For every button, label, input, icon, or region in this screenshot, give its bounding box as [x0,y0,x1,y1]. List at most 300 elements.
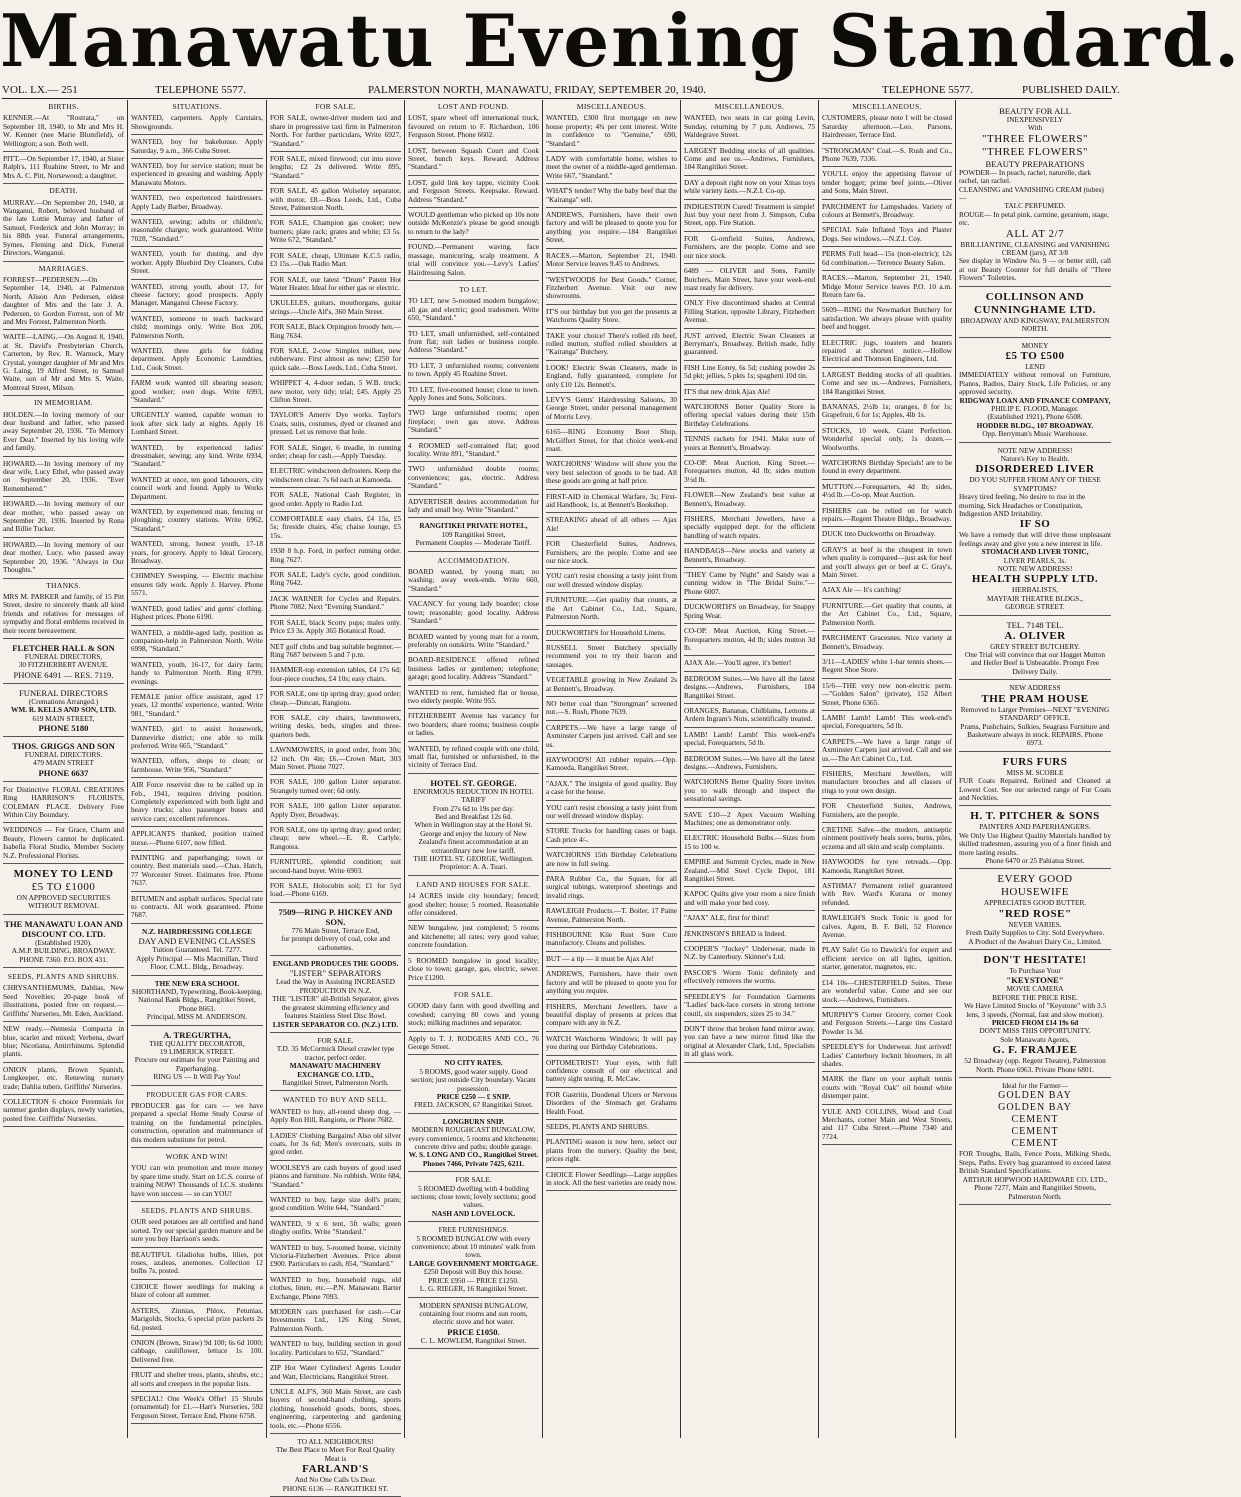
ad-line: HOUSEWIFE [1000,886,1070,899]
ad-line: "RED ROSE" [998,907,1072,920]
ad-line: MAYFAIR THEATRE BLDGS., [987,593,1083,603]
ad-line: LISTER SEPARATOR CO. (N.Z.) LTD. [272,1019,399,1029]
classified-ad: FARM work wanted till shearing season; good worker; own dogs. Write 6993, "Standard." [131,379,263,408]
classified-ad: LAWNMOWERS, in good order, from 30s; 12 inch. On 4in; £6.—Crown Mart, 303 Main Street. Phone 7027. [270,746,401,775]
classified-ad: BOARD-RESIDENCE offered refined business ladies or gentlemen; telephone; garage; good locality. Address "Standard." [408,656,539,685]
classified-ad: 5 ROOMED bungalow in good locality; close to town; garage, gas, electric, sewer. Price £1200. [408,957,539,986]
classified-ad: FURNITURE, splendid condition; suit second-hand buyer. Write 6903. [270,858,401,879]
ad-line: MISS M. SCOBLE [1006,767,1064,777]
ad-line: FLETCHER HALL & SON [12,642,115,653]
classified-ad: "THEY Came by Night" and Sandy was a cunning widow in "The Bridal Suite."—Phone 6007. [684,571,815,600]
classified-ad: NET golf clubs and bag suitable beginner.—Ring 7687 between 5 and 7 p.m. [270,643,401,664]
classified-ad: FOR SALE, Singer, 6 treadle, in running order; cheap for cash.—Apply Tuesday. [270,444,401,465]
classified-ad: IT'S that new drink Ajax Ale! [684,388,815,400]
ad-line: THOS. GRIGGS AND SON [12,740,115,751]
ridgway-money-ad [959,342,1111,443]
classified-ad: WANTED, good ladies' and gents' clothing. Highest prices. Phone 6190. [131,605,263,626]
notice: ONION plants, Brown Spanish, Longkeeper, etc. Renewing nursery trade; Dahlia tubers. Griffiths' Nurseries. [3,1066,124,1095]
classified-ad: FOR SALE, one tip spring dray; good order; cheap; new wheel.—E. R. Carlyle, Rangotea. [270,826,401,855]
mowlem-ad [408,1302,539,1350]
ad-line: NO CITY RATES. [444,1058,503,1068]
classified-ad: 4 ROOMED self-contained flat; good locality. Write 891, "Standard." [408,442,539,463]
classified-ad: ANDREWS, Furnishers, have their own factory and will be pleased to quote you for anything you require.—184 Rangitikei Street. [546,211,677,249]
ad-line: MOVIE CAMERA [1006,984,1064,994]
ad-line: 5 ROOMED dwelling with 4 building sections; close town; lovely sections; good values. [411,1183,536,1210]
classified-ad: PASCOE'S Worm Tonic definitely and effectively removes the worms. [684,969,815,990]
ad-line: HODDER BLDG., 107 BROADWAY. [976,420,1094,430]
ad-line: Permanent Couples — Moderate Tariff. [415,538,532,548]
miscellaneous-list [546,114,677,1191]
classified-ad: TWO unfurnished double rooms; conveniences; gas, electric. Address "Standard." [408,465,539,494]
notice: KENNER.—At "Rostrata," on September 18, 1940, to Mr and Mrs H. W. Kenner (nee Marie Blumfield), of Wellington; a son. Both well. [3,114,124,152]
pitcher-ad [959,810,1111,869]
classified-ad: FOR SALE, National Cash Register, in good order. Apply to Radio Ltd. [270,491,401,512]
classified-ad: ONLY Five discontinued shades at Central Filling Station, opposite Library, Fitzherbert Avenue. [684,299,815,328]
notice: MRS M. PARKER and family, of 15 Pitt Street, desire to sincerely thank all kind friends and relatives for messages of sympathy and floral emblems received in their recent bereavement. [3,593,124,639]
ad-line: A Product of the Awahuri Dairy Co., Limited. [968,936,1102,946]
ad-line: (Cremations Arranged.) [28,696,99,706]
ad-line: HEALTH SUPPLY LTD. [971,573,1099,586]
ad-line: C. L. MOWLEM, Rangitikei Street. [420,1335,527,1345]
ad-line: A.M.P. BUILDING, BROADWAY. [11,946,116,956]
ad-line: The Best Place to Meet For Real Quality Meat is [276,1445,395,1463]
ad-line: DISORDERED LIVER [975,463,1095,476]
volume-number: VOL. LX.— 251 [2,84,78,96]
classified-ad: RAWLEIGH Products.—T. Boiler, 17 Paine Avenue, Palmerston North. [546,907,677,928]
classified-ad: "STRONGMAN" Coal.—S. Rush and Co., Phone 7639, 7336. [822,147,952,168]
classified-ad: LOST, between Squash Court and Cook Street, bunch keys. Reward. Address "Standard." [408,147,539,176]
classified-ad: OUR seed potatoes are all certified and hand sorted. Try our special garden manure and be sure you buy Harrison's seeds. [131,1218,263,1247]
seeds-heading: SEEDS, PLANTS AND SHRUBS. [7,973,120,982]
classified-ad: 1938 8 h.p. Ford, in perfect running order. Ring 7627. [270,547,401,568]
classified-ad: LOST, gold link key tappe, vicinity Cook and Ferguson Streets. Keepsake. Reward. Address "Standard." [408,179,539,208]
ad-line: YOU can win promotion and more money by spare time study. Start on I.C.S. course of training NOW! Thousands of I.C.S. students have won success — so can YOU! [131,1163,263,1198]
classified-ad: ELECTRIC jugs, toasters and heaters repaired at shortest notice.—Hollow Electrical and Thomson Engineers, Ltd. [822,339,952,368]
land-houses-heading: LAND AND HOUSES FOR SALE. [416,880,531,889]
ad-line: RIDGWAY LOAN AND FINANCE COMPANY, [959,395,1111,405]
classified-ad: BEAUTIFUL Gladiolus bulbs, lilies, pot roses, azaleas, anemones. Collection 12 bulbs 7s, posted. [131,1251,263,1280]
wanted-buy-sell-heading: WANTED TO BUY AND SELL. [282,1096,389,1105]
ad-line: When in Wellington stay at the Hotel St. George and enjoy the luxury of New Zealand's finest accommodation at an extraordinary new low tariff. [414,820,533,855]
ad-line: FUNERAL DIRECTORS. [24,749,103,759]
classified-ad: WATCHORNS Better Quality Store is offering special values during their 15th Birthday Celebrations. [684,403,815,432]
classified-ad: STOCKS, 10 week. Giant Perfection. Wonderful special only, 1s dozen.—Woolworths. [822,427,952,456]
ad-line: FUNERAL DIRECTORS [18,687,109,698]
ad-line: ENORMOUS REDUCTION IN HOTEL TARIFF [413,786,534,805]
classified-ad: EMPIRE and Summit Cycles, made in New Zealand.—Mid Steel Cycle Depot, 181 Rangitikei Street. [684,858,815,887]
column-3 [270,102,401,1493]
classified-ad: MURPHY'S Corner Grocery, corner Cook and Ferguson Streets.—Large tins Custard Powder 1s 3d. [822,1011,952,1040]
classified-ad: FIRST-AID in Chemical Warfare, 3s; First-aid Handbook, 1s, at Bennett's Bookshop. [546,493,677,514]
ad-line: FUNERAL DIRECTORS, [24,651,103,661]
notice: PAINTING and paperhanging; town or country. Best materials used.—Chas. Hatch, 77 Worcester Street. Estimates free. Phone 7637. [131,854,263,892]
classified-ad: FOR G-ornfield Suites, Andrews, Furnishers, are the people. Come and see our nice stock. [684,235,815,264]
classified-ad: WATCHORNS Birthday Specials! are to be found in every department. [822,459,952,480]
ad-line: LEND [1025,361,1045,371]
classified-ad: WANTED to buy, large size doll's pram; good condition. Write 644, "Standard." [270,1196,401,1217]
classified-ad: WANTED, three girls for folding department. Apply Economic Laundries, Ltd., Cook Street. [131,347,263,376]
classified-ad: WANTED, 9 x 6 tent, 5ft walls; green dinghy outfits. Write "Standard." [270,1220,401,1241]
ad-line: GOLDEN BAY [998,1090,1072,1102]
classified-ad: FOR SALE, Black Orpington broody hen.—Ring 7634. [270,323,401,344]
death-heading: DEATH. [49,186,78,196]
column-7 [822,102,952,1438]
classified-ad: "AJAX." The insignia of good quality. Buy a case for the house. [546,780,677,801]
no-city-rates-ad [408,1059,539,1113]
classified-ad: TWO large unfurnished rooms; open fireplace; own gas stove. Address "Standard." [408,409,539,438]
classified-ad: INDIGESTION Cured! Treatment is simple! Just buy your next from J. Simpson, Cuba Street, opp. Fire Station. [684,203,815,232]
classified-ad: DUCK into Duckworths on Broadway. [822,530,952,542]
ad-line: BEFORE THE PRICE RISE. [992,992,1078,1002]
classified-ad: ASTHMA? Permanent relief guaranteed with Rev. Ward's Kurana or money refunded. [822,882,952,911]
classified-ad: OPTOMETRIST! Your eyes, with full confidence consult of our electrical and battery sight testing. R. McCaw. [546,1059,677,1088]
classified-ad: BOARD wanted by young man for a room, preferably on outskirts. Write "Standard." [408,633,539,654]
ad-line: COLLINSON AND [985,290,1085,303]
classified-ad: FOR SALE, 100 gallon Lister separator. Strangely turned over; 6d only. [270,778,401,799]
classified-ad: YOU'LL enjoy the appetising flavour of tender hogget; prime beef joints.—Oliver and Sons, Main Street. [822,170,952,199]
classified-ad: WANTED, girl to assist housework, Dannevirke district; one able to milk preferred. Write 665, "Standard." [131,725,263,754]
classified-ad: YOU can't resist choosing a tasty joint from our well dressed window display. [546,572,677,593]
classified-ad: SPECIAL! One Week's Offer! 15 Shrubs (ornamental) for £1.—Hart's Nurseries, 592 Ferguson Street, Terrace End, Phone 6758. [131,1395,263,1424]
classified-ad: BANANAS, 2½lb 1s; oranges, 8 for 1s; Grapefruit, 6 for 1s; Apples, 4lb 1s. [822,403,952,424]
ad-line: GOLDEN BAY [998,1102,1072,1114]
ad-line: ARTHUR HOPWOOD HARDWARE CO. LTD., Phone 7277, Main and Rangitikei Streets, Palmerston North. [962,1174,1108,1201]
ad-line: ON APPROVED SECURITIES WITHOUT REMOVAL [16,893,111,911]
classified-ad: RACES.—Marton, September 21, 1940. Motor Service leaves 9.45 to Andrews. [546,252,677,273]
ad-line: HOTEL ST. GEORGE. [430,777,517,788]
classified-ad: ELECTRIC Household Bulbs.—Sizes from 15 to 100 w. [684,834,815,855]
classified-ad: ADVERTISER desires accommodation for lady and small boy. Write "Standard." [408,498,539,519]
classified-ad: BOARD wanted, by young man; no washing; away week-ends. Write 660, "Standard." [408,568,539,597]
for-sale-heading: FOR SALE. [315,102,356,111]
ad-line: PRICE £950 — PRICE £1250. [428,1275,519,1285]
rangitikei-hotel-ad [408,522,539,551]
ad-line: DO YOU SUFFER FROM ANY OF THESE SYMPTOMS? [969,475,1101,493]
classified-ad: ELECTRIC windscreen defrosters. Keep the windscreen clear. 7s 6d each at Kamoeda. [270,467,401,488]
ad-line: NASH AND LOVELOCK. [431,1208,516,1218]
ad-line: APPRECIATES GOOD BUTTER. [983,898,1087,908]
ad-line: LIVER PEARLS, 3s. [1003,555,1067,565]
classified-ad: FOR SALE, city chairs, lawnmowers, writing desks, beds, singles and three-quarters beds. [270,714,401,743]
ad-line: £5 TO £1000 [31,881,96,894]
classified-ad: FISHERS, Merchant Jewellers, have a beautiful display of presents at prices that compare with any in N.Z. [546,1003,677,1032]
classified-ad: ONION (Brown, Straw) 9d 100; 6s 6d 1000; cabbage, cauliflower, lettuce 1s 100. Delivered free. [131,1339,263,1368]
column-rule [955,100,956,1438]
memoriam-heading: IN MEMORIAM. [34,398,93,408]
classified-ad: WANTED to rent, furnished flat or house, two elderly people. Write 955. [408,689,539,710]
classified-ad: 6489 — OLIVER and Sons, Family Butchers, Main Street, have your week-end roast ready for delivery. [684,267,815,296]
classified-ad: WATCHORNS 15th Birthday Celebrations are now in full swing. [546,851,677,872]
classified-ad: HAYWOODS for tyre retreads.—Opp. Kamoeda, Rangitikei Street. [822,858,952,879]
red-rose-butter-ad [959,873,1111,950]
ad-line: THE NEW ERA SCHOOL [154,978,240,988]
classified-ad: ORANGES, Bananas, Chilblains, Lemons at Ardern Ingram's Nuts, scientifically treated. [684,707,815,728]
classified-ad: WHIPPET 4, 4-door sedan, 5 W.B. truck; new motor, very tidy; trial; £45. Apply 25 Clifton Street. [270,379,401,408]
producer-gas-ad [131,1091,263,1148]
classified-ad: WANTED, youth for dusting, and dye worker. Apply Bluebird Dry Cleaners, Cuba Street. [131,250,263,279]
health-supply-ad [959,447,1111,616]
classified-ad: FOR SALE, 45 gallon Wolseley separator, with motor, £8.—Boss Leeds, Ltd., Cuba Street, Palmerston North. [270,187,401,216]
ad-line: FOR SALE. [317,1035,354,1045]
classified-ad: HAYWOOD'S! All rubber repairs.—Opp. Kamoeda, Rangitikei Street. [546,756,677,777]
ad-line: HERBALISTS, [1011,585,1058,595]
column-8 [959,102,1111,1438]
classified-ad: PLAY Safe! Go to Dawick's for expert and efficient service on all lights, ignition, starter, generator, magnetos, etc. [822,946,952,975]
classified-ad: FOR SALE, our latest "Drum" Patent Hot Water Heater. Ideal for either gas or electric. [270,276,401,297]
classified-ad: WANTED to buy, 5-roomed house, vicinity Victoria-Fitzherbert Avenues. Price about £900. Particulars to cash, 854, "Standard." [270,1244,401,1273]
classified-ad: UNCLE ALF'S, 360 Main Street, are cash buyers of second-hand clothing, sports clothing, household goods, boots, shoes, engineering, carpentering and gardening tools, etc.—Phone 6556. [270,1388,401,1434]
ad-line: FOR Troughs, Bails, Fence Posts, Milking Sheds, Steps, Paths. Every bag guaranteed to exceed latest British Standard Specifications. [959,1149,1111,1176]
ad-line: THE "LISTER" all-British Separator, gives the greatest skimming efficiency and features Stainless Steel Disc Bowl. [272,994,399,1021]
ad-line: "THREE FLOWERS" [981,132,1088,145]
classified-ad: LOOK! Electric Swan Cleaners, made in England, fully guaranteed, complete for only £10 12s. Bennett's. [546,364,677,393]
ad-line: PRICE £1050. [447,1326,500,1337]
classified-ad: BUT — a tip — it must be Ajax Ale! [546,955,677,967]
classified-ad: 6165—RING Economy Boot Shop, McGiffert Street, for that choice week-end roast. [546,428,677,457]
classified-ad: "WESTWOODS for Best Goods." Corner, Fitzherbert Avenue. Visit our new showrooms. [546,276,677,305]
classified-ad: WANTED, sewing; adults or children's; reasonable charges; work guaranteed. Write 7028, "Standard." [131,218,263,247]
ad-line: MODERN ROUGHCAST BUNGALOW, every convenience, 5 rooms and kitchenette; concrete drive and paths; double garage. [408,1125,539,1151]
classified-ad: FEMALE junior office assistant, aged 17 years, 12 months' experience, wanted. Write 981, "Standard." [131,693,263,722]
loan-company-ad [3,919,124,968]
ad-line: NEVER VARIES. [1008,919,1062,929]
ad-line: From 27s 6d to 19s per day. [432,803,515,813]
ad-line: "KEYSTONE" [1006,975,1064,986]
ad-line: TEL. 7148 TEL. [1006,619,1064,630]
ad-line: BEAUTY FOR ALL [999,106,1071,116]
miscellaneous-heading: MISCELLANEOUS. [852,102,922,111]
pram-house-ad [959,684,1111,751]
ad-line: Lead the Way in Assisting INCREASED PRODUCTION IN N.Z. [275,977,396,995]
classified-ad: LAMB! Lamb! Lamb! This week-end's special, Forequarters, 5d lb. [684,731,815,752]
nash-lovelock-ad [408,1176,539,1222]
classified-ad: "AJAX" ALE, first for thirst! [684,914,815,926]
classified-ad: YULE AND COLLINS, Wood and Coal Merchants, corner Main and West Streets, and 117 Cuba Street.—Phone 7340 and 7724. [822,1108,952,1146]
ad-line: THE HOTEL ST. GEORGE, Wellington. [413,854,534,864]
ad-line: FUR Coats Repaired, Relined and Cleaned at Lowest Cost. See our selected range of Fur Coats and Neckties. [959,776,1111,802]
classified-ad: FOR SALE, cheap, Ultimate K.C.5 radio, £3 15s.—Oak Radio Mart. [270,252,401,273]
keystone-camera-ad [959,954,1111,1078]
hickey-coal-ad [270,907,401,956]
classified-ad: PARCHMENT Gracesnes. Nice variety at Bennett's, Broadway. [822,634,952,655]
classified-ad: PERMS Full head—15s (non-electric); 12s 6d combination.—Terrence Beauty Salon. [822,250,952,271]
ad-line: CEMENT [1011,1114,1059,1126]
ad-line: "THREE FLOWERS" [981,145,1088,158]
accommodation-heading: ACCOMMODATION. [437,556,510,565]
to-let-heading: TO LET. [459,285,488,294]
ad-line: DAY AND EVENING CLASSES [138,936,256,947]
classified-ad: LAMB! Lamb! Lamb! This week-end's special, Forequarters, 5d lb. [822,714,952,735]
classified-ad: DAY a deposit right now on your Xmas toys while variety lasts.—N.Z.I. Co-op. [684,179,815,200]
classified-ad: AJAX Ale — It's catching! [822,586,952,598]
ad-line: DON'T HESITATE! [983,954,1087,966]
classified-ad: £14 10s—CHESTERFIELD Suites. These are wonderful value. Come and see our stock.—Andrews, Furnishers. [822,979,952,1008]
classified-ad: 15/6—THE very new non-electric perm.—"Golden Salon" (private), 152 Albert Street, Phone 6365. [822,682,952,711]
classified-ad: FISHBOURNE Kile Rust Sure Cure manufactory. Cleans and polishes. [546,931,677,952]
classified-ad: PLANTING season is now here, select our plants from the nursery. Quality the best, prices right. [546,1138,677,1167]
classified-ad: TENNIS rackets for 1941. Make sure of yours at Bennett's, Broadway. [684,435,815,456]
classified-ad: FRUIT and shelter trees, plants, shrubs, etc.; all sorts and creepers in the popular lists. [131,1371,263,1392]
ad-line: We Only Use Highest Quality Materials handled by skilled tradesmen, assuring you of a finer finish and more lasting results. [959,830,1111,857]
classified-ad: NO better coal than "Strongman" screened nut.—S. Rush, Phone 7639. [546,700,677,721]
classified-ad: WATCHORNS Better Quality Store invites you to walk through and inspect the sensational savings. [684,778,815,807]
ad-line: THE MANAWATU LOAN AND DISCOUNT CO. LTD. [4,918,123,939]
masthead-title: Manawatu Evening Standard. [0,0,1241,83]
ad-line: Procure our estimate for your Painting and Paperhanging. [134,1055,260,1073]
ad-line: A. OLIVER [1004,629,1066,642]
ad-line: LARGE GOVERNMENT MORTGAGE. [408,1258,539,1268]
column-rule [818,100,819,1438]
classified-ad: STREAKING ahead of all others — Ajax Ale! [546,516,677,537]
notice: Apply to T. J. RODGERS AND CO., 76 George Street. [408,1035,539,1056]
column-1 [3,102,124,1438]
column-4 [408,102,539,1438]
classified-ad: 5609—RING the Newmarket Butchery for satisfaction. We always please with quality beef and hogget. [822,306,952,335]
ad-line: BEAUTY PREPARATIONS [985,158,1085,169]
ad-line: EVERY GOOD [997,873,1073,886]
ad-line: 19 LIMERICK STREET. [159,1046,235,1056]
classified-ad: WANTED, boy for bakehouse. Apply Saturday, 9 a.m., 366 Cuba Street. [131,138,263,159]
ad-line: See display in Window No. 9 — or better still, call at our Beauty Counter for full details of "Three Flowers" Toiletries. [959,256,1111,283]
ad-line: Apply Principal — Mis Macmillan, Third Floor, C.M.L. Bldg., Broadway. [136,953,258,972]
classified-ad: FOR Chesterfield Suites, Andrews, Furnishers, are the people. Come and see our nice stock. [546,540,677,569]
ad-line: 5 ROOMS, good water supply. Good section; just outside City boundary. Vacant possession. [411,1066,536,1093]
classified-ad: FISHERS, Merchant Jewellers, will manufacture brooches and all classes of rings to your own design. [822,770,952,799]
ad-line: H. T. PITCHER & SONS [970,810,1100,823]
classified-ad: CRETINE Salve—the modern, antiseptic ointment positively heals sores, burns, piles, eczema and all skin and scalp complaints. [822,826,952,855]
column-rule [542,100,543,1438]
thanks-heading: THANKS. [46,580,81,590]
classified-ad: WANTED, someone to teach backward child; mornings only. Write Box 206, Palmerston North. [131,315,263,344]
ad-line: FREE FURNISHINGS. [438,1225,509,1235]
ad-line: N.Z. HAIRDRESSING COLLEGE [142,926,252,936]
wanted-list [270,1108,401,1434]
ad-line: FURS FURS [1002,755,1068,768]
ad-line: One Trial will convince that our Hogget Mutton and Heifer Beef is Unbeatable. Prompt Free Delivery Daily. [964,650,1106,676]
ad-line: INEXPENSIVELY [1006,115,1064,124]
classified-ad: WANTED, two experienced hairdressers. Apply Lady Barber, Broadway. [131,194,263,215]
notice: HOLDEN.—In loving memory of our dear husband and father, who passed away September 20, 1936. "To Memory Ever Dear." Inserted by his loving wife and family. [3,411,124,457]
classified-ad: CO-OP. Meat Auction, King Street.—Forequarters mutton, 4d lb; sides mutton 3½d lb. [684,459,815,488]
ad-line: NOTE NEW ADDRESS! [997,564,1073,574]
classified-ad: TO LET, small unfurnished, self-contained front flat; suit ladies or business couple. Address "Standard." [408,330,539,359]
classified-ad: SPECIAL Sale Inflated Toys and Plaster Dogs. See windows.—N.Z.I. Coy. [822,226,952,247]
lost-found-heading: LOST AND FOUND. [437,102,510,111]
ad-line: MODERN SPANISH BUNGALOW, containing four rooms and sun room, electric stove and hot water. [419,1300,528,1327]
ad-line: 479 MAIN STREET [33,758,94,768]
classified-ad: LADIES' Clothing Bargains! Also old silver coats, for 3s 6d; Men's overcoats, suits in good order. [270,1132,401,1161]
column-rule [127,100,128,1438]
column-5 [546,102,677,1438]
column-6 [684,102,815,1438]
classified-ad: LOST, spare wheel off international truck, favoured on return to F. Richardson, 106 Ferguson Street. Phone 6602. [408,114,539,143]
classified-ad: CHIMNEY Sweeping. — Electric machine ensures tidy work. Apply J. Harvey. Phone 5571. [131,572,263,601]
farlands-ad [270,1438,401,1497]
notice: COLLECTION 6 choice Perennials for summer garden displays, newly varieties, posted free. Griffiths' Nurseries. [3,1098,124,1127]
ad-line: 52 Broadway (opp. Regent Theatre), Palmerston North. Phone 6963. Private Phone 6801. [964,1056,1106,1074]
classified-ad: LARGEST Bedding stocks of all qualities. Come and see us.—Andrews, Furnishers, 184 Rangitikei Street. [684,147,815,176]
ad-line: IMMEDIATELY without removal on Furniture, Pianos, Radios, Dairy Stock, Life Policies, or any approved security. [959,370,1111,397]
ad-line: GEORGE STREET. [1005,602,1065,612]
kells-ad [3,688,124,737]
classified-ad: FURNITURE.—Get quality that counts, at the Art Cabinet Co., Ltd., Square, Palmerston North. [822,602,952,631]
miscellaneous-list [822,114,952,1145]
ad-line: £250 Deposit will Buy this house. [423,1267,524,1277]
money-ad [3,868,124,915]
classified-ad: WANTED to buy, all-round sheep dog. —Apply Ron Hill, Rangiotu, or Phone 7682. [270,1108,401,1129]
ad-line: NEW ADDRESS [1009,683,1061,693]
ad-line: CLEANSING and VANISHING CREAM (tubes)— [959,184,1104,203]
classified-ad: FOR SALE, Holocubin soil; £1 for 5yd load.—Phone 6169. [270,882,401,903]
ad-line: CEMENT [1011,1138,1059,1150]
notice: HOWARD.—In loving memory of our dear mother, who passed away on September 20, 1936. Inserted by Rona and Billie Tucker. [3,500,124,538]
classified-ad: MODERN cars purchased for cash.—Car Investments Ltd., 126 King Street, Palmerston North. [270,1308,401,1337]
column-rule [404,100,405,1438]
telephone-left: TELEPHONE 5577. [155,84,247,96]
for-sale-heading: FOR SALE. [453,990,494,999]
ad-line: THE PRAM HOUSE [981,692,1089,705]
classified-ad: YOU can't resist choosing a tasty joint from our well dressed window display. [546,804,677,825]
ad-line: (Established 1921), Phone 6508. [987,412,1083,422]
ad-line: PHONE 6637 [38,767,89,778]
classified-ad: WANTED, strong youth, about 17, for cheese factory; good prospects. Apply Manager, Manganui Cheese Factory. [131,283,263,312]
classified-ad: FISH Line Eonry, 6s 5d; cushing powder 2s 5d pkt; jellies, 5 pkts 1s; spaghetti 10d tin. [684,364,815,385]
ad-line: Fresh Daily Supplies to City. Sold Everywhere. [965,928,1105,938]
ad-line: for prompt delivery of coal, coke and carbonettes. [281,934,390,952]
ad-line: 109 Rangitikei Street, [441,529,506,539]
classified-ad: DON'T throw that broken hand mirror away, you can have a new mirror fitted like the original at Alexander Clark, Ltd., Specialists in all glass work. [684,1025,815,1063]
classified-ad: WHAT'S tender? Why the baby beef that the "Kairanga" sell. [546,187,677,208]
ad-line: Ideal for the Farmer— [1002,1081,1068,1091]
ad-line: LONGBURN SNIP. [442,1116,505,1126]
classified-ad: CUSTOMERS, please note I will be closed Saturday afternoon.—Leo. Parsons, Hairdresser, Terrace End. [822,114,952,143]
classified-ad: PARA Rubber Co., the Square, for all surgical tubings, waterproof sheetings and invalid rings. [546,875,677,904]
classified-ad: COOPER'S "Jockey" Underwear, made in N.Z. by Canterbury. Skinner's Ltd. [684,945,815,966]
classified-ad: SPEEDLEY'S for Foundation Garments "Ladies' back-lace corsets in strong terrone coutil, six suspenders, sizes 25 to 34." [684,993,815,1022]
classified-ad: FOR SALE, mixed firewood; cut into stove lengths; £2 2s delivered. Write 895, "Standard." [270,155,401,184]
classified-ad: RUSSELL Street Butchery specially recommend you to try their bacon and sausages. [546,644,677,673]
notice: WAITE—LAING.—On August 8, 1940, at St. David's Presbyterian Church, Carterton, by Rev. R. Warnock, Mary Crystal, younger daughter of Mr and Mrs G. Laing, 19 Alfred Street, to Samuel Waite, son of Mr and Mrs S. Waite, Montreal Street, Milson. [3,333,124,396]
ad-line: WM. R. KELLS AND SON, LTD. [11,705,116,715]
ad-line: Proprietor: A. A. Tuari. [439,862,508,872]
ad-line: £5 TO £500 [1005,349,1065,362]
ad-line: RANGITIKEI PRIVATE HOTEL, [419,521,528,531]
ad-line: Bed and Breakfast 12s 6d. [435,812,512,821]
classified-ad: STORE Trucks for handling cases or bags. Cash price 4/-. [546,827,677,848]
classified-ad: LARGEST Bedding stocks of all qualities. Come and see us.—Andrews, Furnishers, 184 Rangitikei Street. [822,371,952,400]
notice: HOWARD.—In loving memory of our dear mother, Lucy, who passed away September 20, 1936. "Always in Our Thoughts." [3,541,124,579]
ad-line: ROUGE— In petal pink, carmine, geranium, stage, etc. [959,209,1109,228]
classified-ad: WANTED, two seats in car going Levin, Sunday, returning by 7 p.m. Andrews, 75 Waldegrave Street. [684,114,815,143]
ad-line: PHONE 6491 — RES. 7119. [13,669,114,680]
classified-ad: CO-OP. Meat Auction, King Street.—Forequarters mutton, 4d lb; sides mutton 3d lb. [684,627,815,656]
published-daily: PUBLISHED DAILY. [1022,84,1120,96]
ad-line: STOMACH AND LIVER TONIC, [981,547,1089,557]
classified-ad: TO LET, 3 unfurnished rooms; convenient to town. Apply 45 Ruahine Street. [408,362,539,383]
rieger-ad [408,1226,539,1297]
classified-ad: LADY with comfortable home, wishes to meet the owner of a middle-aged gentleman. Write 667, "Standard." [546,155,677,184]
ics-ad [131,1153,263,1202]
classified-ad: JENKINSON'S BREAD is Indeed. [684,930,815,942]
ad-line: Nature's Key to Health. [1000,453,1070,463]
seeds-list [131,1218,263,1424]
ad-line: WORK AND WIN! [165,1153,229,1161]
classified-ad: ANDREWS, Furnishers, have their own factory and will be pleased to quote you for anything you require. [546,970,677,999]
classified-ad: WANTED, carpenters. Apply Carstairs, Showgrounds. [131,114,263,135]
ad-line: PRICED FROM £14 19s 6d [991,1018,1079,1028]
ad-line: We have a remedy that will drive those unpleasant feelings away and give you a new interest in life. [959,530,1111,548]
to-let-list [408,297,539,518]
